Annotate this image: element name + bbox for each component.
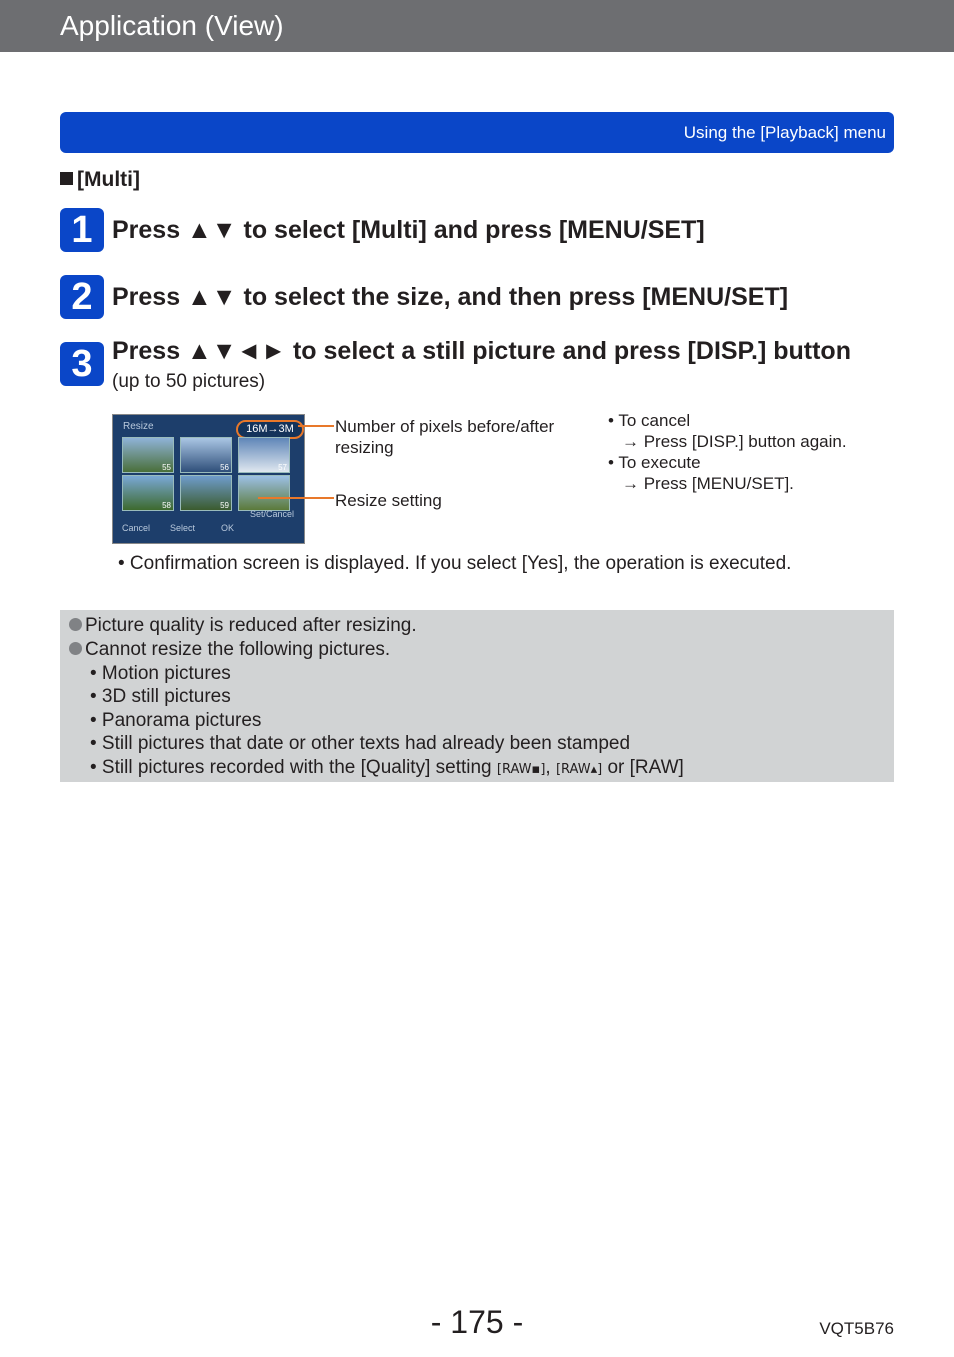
section-banner xyxy=(60,112,894,153)
note-sub-item: • Still pictures that date or other texts had already been stamped xyxy=(90,733,631,754)
callout-pixels xyxy=(335,416,554,458)
callout-pixels-line2: resizing xyxy=(335,438,394,457)
banner-label: Using the [Playback] menu xyxy=(683,123,886,142)
action-execute: • To execute xyxy=(608,453,701,472)
thumb-number: 59 xyxy=(220,501,229,510)
thumbnail xyxy=(122,475,174,511)
screen-footer-setcancel: Set/Cancel xyxy=(249,509,294,519)
note-item-text: Picture quality is reduced after resizing. xyxy=(85,615,417,636)
camera-screen-image xyxy=(112,414,305,544)
action-list xyxy=(608,410,847,494)
screen-footer-select: Select xyxy=(170,523,196,533)
step-2-badge: 2 xyxy=(60,275,104,319)
screen-title: Resize xyxy=(123,421,154,432)
screen-footer-ok: OK xyxy=(221,523,235,533)
callout-setting: Resize setting xyxy=(335,491,442,510)
thumbnail xyxy=(180,437,232,473)
circle-bullet-icon xyxy=(69,618,82,631)
square-bullet-icon xyxy=(60,172,73,185)
quality-separator: , xyxy=(545,757,556,778)
note-item-text: Cannot resize the following pictures. xyxy=(85,639,391,660)
action-cancel: • To cancel xyxy=(608,411,691,430)
raw-icon: [RAW] xyxy=(629,757,684,778)
raw-fine-icon: [RAW▪] xyxy=(496,762,546,777)
thumb-number: 55 xyxy=(162,463,171,472)
note-box xyxy=(60,610,894,782)
header-bar xyxy=(0,0,954,52)
note-sub-item: • Motion pictures xyxy=(90,663,231,684)
model-code: VQT5B76 xyxy=(819,1319,894,1338)
action-cancel-detail: → Press [DISP.] button again. xyxy=(622,432,847,451)
step-3-badge: 3 xyxy=(60,342,104,386)
callout-pixels-line1: Number of pixels before/after xyxy=(335,417,555,436)
callout-line-setting xyxy=(258,497,334,499)
section-heading-text: [Multi] xyxy=(77,168,140,191)
note-sub-item: • 3D still pictures xyxy=(90,686,231,707)
quality-prefix: • Still pictures recorded with the [Quality] setting xyxy=(90,757,497,778)
section-heading xyxy=(60,169,140,190)
thumbnail xyxy=(122,437,174,473)
note-sub-item: • Panorama pictures xyxy=(90,710,262,731)
header-title: Application (View) xyxy=(60,10,284,41)
note-item xyxy=(69,616,417,635)
step-3-subtext: (up to 50 pictures) xyxy=(112,371,266,392)
raw-standard-icon: [RAW▴] xyxy=(555,762,603,777)
step-1-badge: 1 xyxy=(60,208,104,252)
thumbnail xyxy=(180,475,232,511)
circle-bullet-icon xyxy=(69,642,82,655)
thumb-number: 56 xyxy=(220,463,229,472)
thumbnail xyxy=(238,475,290,511)
note-item xyxy=(69,640,390,659)
thumb-number: 58 xyxy=(162,501,171,510)
page-number: - 175 - xyxy=(430,1304,524,1340)
thumb-number: 57 xyxy=(278,463,287,472)
screen-footer-cancel: Cancel xyxy=(122,523,151,533)
screen-pixels-readout: 16M→3M xyxy=(236,420,304,439)
step-3-text: Press ▲▼◄► to select a still picture and press [DISP.] button xyxy=(112,337,851,365)
thumbnail xyxy=(238,437,290,473)
quality-or: or xyxy=(602,757,630,778)
step-2-text: Press ▲▼ to select the size, and then press [MENU/SET] xyxy=(112,283,789,311)
callout-line-pixels xyxy=(298,425,334,427)
note-quality-item xyxy=(90,758,684,777)
action-execute-detail: → Press [MENU/SET]. xyxy=(622,474,794,493)
confirm-note: • Confirmation screen is displayed. If you select [Yes], the operation is executed. xyxy=(118,553,792,574)
step-1-text: Press ▲▼ to select [Multi] and press [MENU/SET] xyxy=(112,216,705,244)
